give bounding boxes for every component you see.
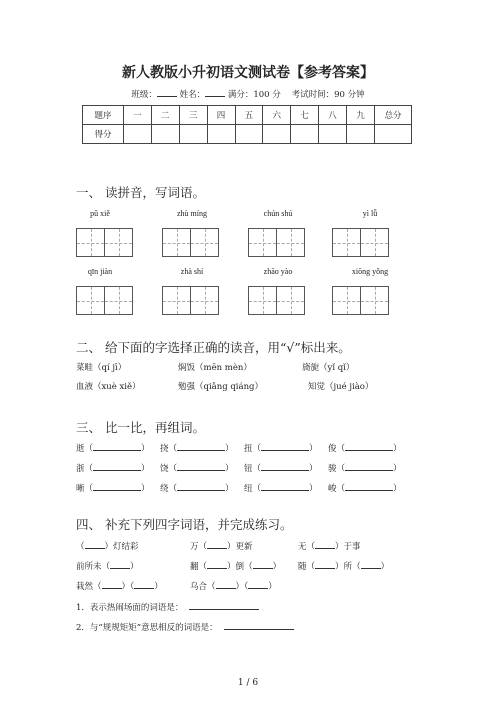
- score-input[interactable]: [151, 125, 179, 144]
- answer-blank[interactable]: [224, 621, 294, 630]
- idiom-item: 栽然（ ）（ ）: [76, 582, 163, 592]
- writing-grid[interactable]: [332, 286, 388, 315]
- answer-blank[interactable]: [93, 442, 141, 451]
- score-value-row: [83, 125, 412, 144]
- score-cell: 六: [263, 106, 291, 125]
- class-blank[interactable]: [157, 88, 177, 97]
- answer-blank[interactable]: [207, 560, 227, 569]
- score-input[interactable]: [319, 125, 347, 144]
- pronunciation-item: 焖饭（mēn mèn）: [178, 363, 252, 373]
- compare-item: 纽（ ）: [244, 484, 318, 494]
- compare-item: 绕（ ）: [160, 484, 234, 494]
- answer-blank[interactable]: [261, 482, 309, 491]
- pinyin: zhāo yào: [263, 267, 293, 276]
- writing-grid[interactable]: [76, 228, 132, 257]
- page-number: 1 / 6: [237, 678, 259, 688]
- compare-item: 浙（ ）: [76, 464, 150, 474]
- pronunciation-item: 知觉（jué jiào）: [308, 382, 374, 392]
- pinyin: pǔ xiě: [90, 209, 110, 218]
- answer-blank[interactable]: [189, 601, 259, 610]
- answer-blank[interactable]: [177, 482, 225, 491]
- score-input[interactable]: [291, 125, 319, 144]
- score-input[interactable]: [179, 125, 207, 144]
- answer-blank[interactable]: [253, 560, 273, 569]
- compare-item: 晰（ ）: [76, 484, 150, 494]
- score-header-row: [83, 106, 412, 125]
- idiom-item: 翻（ ）倒（ ）: [190, 562, 282, 572]
- name-blank[interactable]: [205, 88, 225, 97]
- section1-heading: 一、 读拼音，写词语。: [76, 185, 205, 200]
- answer-blank[interactable]: [110, 560, 130, 569]
- score-cell: 八: [319, 106, 347, 125]
- writing-grid[interactable]: [162, 228, 218, 257]
- question-2: 2．与“规规矩矩”意思相反的词语是：: [76, 621, 294, 633]
- answer-blank[interactable]: [207, 540, 227, 549]
- score-input[interactable]: [347, 125, 375, 144]
- compare-item: 钮（ ）: [244, 464, 318, 474]
- answer-blank[interactable]: [177, 442, 225, 451]
- writing-grid[interactable]: [248, 286, 304, 315]
- section3-heading: 三、 比一比，再组词。: [76, 420, 205, 435]
- compare-item: 骏（ ）: [328, 464, 402, 474]
- answer-blank[interactable]: [216, 580, 236, 589]
- pronunciation-item: 菜畦（qí jī）: [76, 363, 127, 373]
- writing-grid[interactable]: [248, 228, 304, 257]
- answer-blank[interactable]: [248, 580, 268, 589]
- pinyin: qīn jiàn: [87, 267, 113, 276]
- score-input[interactable]: [207, 125, 235, 144]
- answer-blank[interactable]: [315, 540, 335, 549]
- writing-grid[interactable]: [76, 286, 132, 315]
- pinyin: xiōng yǒng: [351, 267, 389, 276]
- pronunciation-item: 血液（xuè xiě）: [76, 382, 141, 392]
- score-table: [82, 105, 412, 144]
- exam-time: 考试时间：90 分钟: [291, 90, 365, 100]
- idiom-item: 无（ ）于事: [298, 542, 361, 552]
- score-cell: 四: [207, 106, 235, 125]
- idiom-item: 万（ ）更新: [190, 542, 253, 552]
- score-cell: 一: [124, 106, 152, 125]
- page-title: 新人教版小升初语文测试卷【参考答案】: [122, 65, 374, 81]
- answer-blank[interactable]: [345, 442, 393, 451]
- score-input[interactable]: [235, 125, 263, 144]
- answer-blank[interactable]: [345, 462, 393, 471]
- answer-blank[interactable]: [315, 560, 335, 569]
- score-cell: 题序: [83, 106, 124, 125]
- answer-blank[interactable]: [85, 540, 105, 549]
- compare-item: 扭（ ）: [244, 444, 318, 454]
- answer-blank[interactable]: [261, 462, 309, 471]
- pinyin: chún shú: [263, 209, 293, 218]
- answer-blank[interactable]: [261, 442, 309, 451]
- answer-blank[interactable]: [177, 462, 225, 471]
- section2-heading: 二、 给下面的字选择正确的读音，用“√”标出来。: [76, 340, 351, 355]
- score-cell: 五: [235, 106, 263, 125]
- compare-item: 峻（ ）: [328, 484, 402, 494]
- score-cell: 九: [347, 106, 375, 125]
- name-label: 姓名：: [179, 90, 206, 100]
- section4-heading: 四、 补充下列四字词语，并完成练习。: [76, 517, 293, 532]
- score-label: 得分: [83, 125, 124, 144]
- idiom-item: 乌合（ ）（ ）: [190, 582, 277, 592]
- compare-item: 挠（ ）: [160, 444, 234, 454]
- writing-grid[interactable]: [162, 286, 218, 315]
- score-cell: 三: [179, 106, 207, 125]
- answer-blank[interactable]: [361, 560, 381, 569]
- score-input[interactable]: [124, 125, 152, 144]
- answer-blank[interactable]: [102, 580, 122, 589]
- compare-item: 俊（ ）: [328, 444, 402, 454]
- score-cell: 七: [291, 106, 319, 125]
- pinyin: yì lǚ: [362, 209, 378, 218]
- exam-info: [0, 88, 496, 100]
- compare-item: 饶（ ）: [160, 464, 234, 474]
- question-1: 1．表示热闹场面的词语是：: [76, 601, 259, 613]
- compare-item: 逝（ ）: [76, 444, 150, 454]
- score-cell: 总分: [375, 106, 412, 125]
- idiom-item: 前所未（ ）: [76, 562, 139, 572]
- answer-blank[interactable]: [93, 462, 141, 471]
- score-input[interactable]: [263, 125, 291, 144]
- answer-blank[interactable]: [93, 482, 141, 491]
- idiom-item: 随（ ）所（ ）: [298, 562, 390, 572]
- writing-grid[interactable]: [332, 228, 388, 257]
- full-score: 满分：100 分: [227, 90, 281, 100]
- answer-blank[interactable]: [345, 482, 393, 491]
- answer-blank[interactable]: [134, 580, 154, 589]
- pronunciation-item: 勉强（qiǎng qiáng）: [178, 382, 264, 392]
- pinyin: zhà shí: [180, 267, 204, 276]
- idiom-item: （ ）灯结彩: [76, 542, 139, 552]
- score-input[interactable]: [375, 125, 412, 144]
- pinyin: zhù míng: [177, 209, 207, 218]
- pronunciation-item: 旖旎（yǐ qǐ）: [302, 363, 355, 373]
- score-cell: 二: [151, 106, 179, 125]
- class-label: 班级：: [131, 90, 157, 100]
